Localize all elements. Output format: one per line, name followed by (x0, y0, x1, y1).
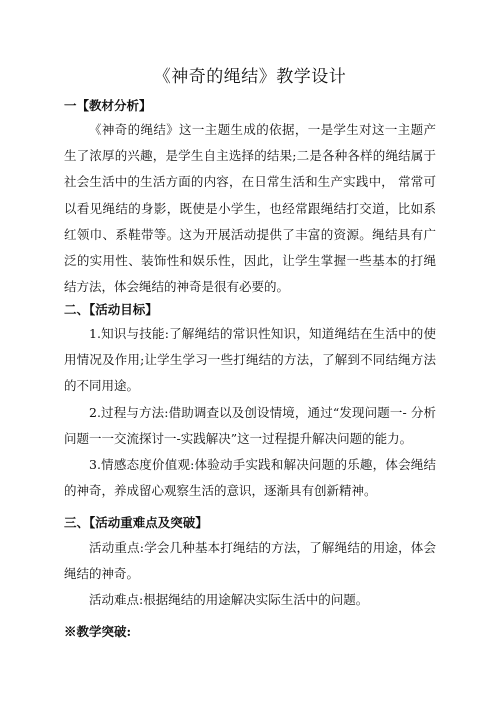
paragraph-goal-knowledge-skills: 1.知识与技能:了解绳结的常识性知识，知道绳结在生活中的使用情况及作用;让学生学习一些打绳结的方法，了解到不同结绳方法的不同用途。 (64, 326, 436, 394)
section-heading-teaching-breakthrough: ※教学突破: (64, 624, 132, 639)
section-heading-activity-goals: 二、【活动目标】 (64, 302, 158, 317)
paragraph-difficult-point: 活动难点:根据绳结的用途解决实际生活中的问题。 (89, 592, 369, 607)
document-title: 《神奇的绳结》教学设计 (153, 67, 347, 87)
paragraph-key-point: 活动重点:学会几种基本打绳结的方法，了解绳结的用途，体会绳结的神奇。 (64, 540, 436, 582)
section-heading-textbook-analysis: 一【教材分析】 (64, 98, 152, 113)
paragraph-goal-emotion-attitude: 3.情感态度价值观:体验动手实践和解决问题的乐趣，体会绳结的神奇，养成留心观察生活的意识，逐渐具有创新精神。 (64, 457, 436, 499)
paragraph-textbook-analysis: 《神奇的绳结》这一主题生成的依据，一是学生对这一主题产生了浓厚的兴趣，是学生自主选择的结果;二是各种各样的绳结属于社会生活中的生活方面的内容，在日常生活和生产实践中， 常常可以看见绳结的身影，既使是小学生，也经常跟绳结打交道，比如系红领巾、系鞋带等。这为开展活动提供了丰富的资源。绳结具有广泛的实用性、装饰性和娱乐性，因此，让学生掌握一些基本的打绳结方法，体会绳结的神奇是很有必要的。 (64, 122, 436, 295)
section-heading-key-difficult-points: 三、【活动重难点及突破】 (64, 515, 208, 530)
paragraph-goal-process-methods: 2.过程与方法:借助调查以及创设情境，通过“发现问题一- 分析问题一一交流探讨一-实践解决”这一过程提升解决问题的能力。 (64, 405, 436, 447)
